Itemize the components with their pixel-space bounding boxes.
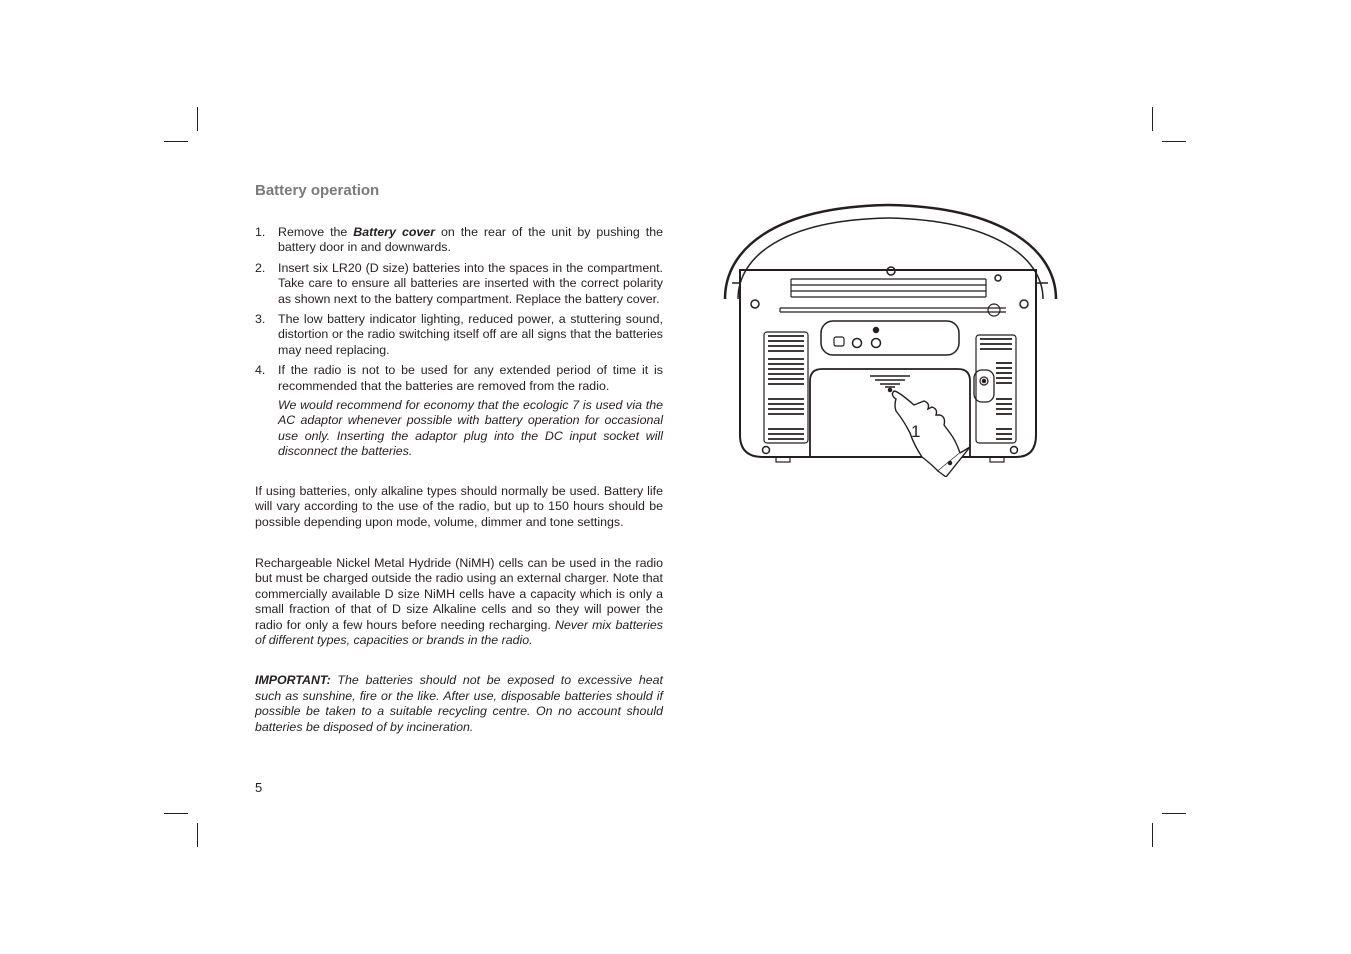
- list-item: [255, 225, 663, 256]
- left-grille: [768, 336, 804, 439]
- crop-mark: [197, 823, 198, 847]
- list-item: [255, 312, 663, 358]
- screw-icon: [1020, 300, 1028, 308]
- crop-mark: [164, 813, 188, 814]
- crop-mark: [197, 107, 198, 131]
- step-number: 2.: [255, 260, 266, 275]
- step-number: 4.: [255, 363, 266, 378]
- audio-socket-icon: [853, 339, 862, 348]
- step-text: If the radio is not to be used for any extended period of time it is recommended that the batteries are removed from the radio.: [278, 363, 663, 393]
- step-text: Insert six LR20 (D size) batteries into the spaces in the compartment. Take care to ensure all batteries are inserted with the correct polarity as shown next to the battery compartment. Replace the battery cover.: [278, 260, 663, 306]
- important-paragraph: IMPORTANT: The batteries should not be exposed to excessive heat such as sunshine, fire or the like. After use, disposable batteries should if possible be taken to a suitable recycling centre. On no account should batteries be disposed of by incineration.: [255, 673, 663, 734]
- crop-mark: [1162, 813, 1186, 814]
- callout-number: 1: [911, 422, 921, 441]
- crop-mark: [164, 141, 188, 142]
- right-grille: [980, 339, 1012, 439]
- main-content: [255, 225, 663, 735]
- list-item: [255, 363, 663, 394]
- radio-rear-illustration: [718, 195, 1063, 477]
- step-number: 1.: [255, 225, 266, 239]
- dc-socket-icon: [872, 339, 881, 348]
- mixing-warning: Never mix batteries of different types, capacities or brands in the radio.: [255, 617, 663, 647]
- instruction-list: [255, 225, 663, 394]
- crop-mark: [1152, 107, 1153, 131]
- economy-note: We would recommend for economy that the ecologic 7 is used via the AC adaptor whenever possible with battery operation for occasional use only. Inserting the adaptor plug into the DC input socket will disconnect the batteries.: [278, 398, 663, 459]
- aerial: [780, 304, 1006, 316]
- step-text: The low battery indicator lighting, reduced power, a stuttering sound, distortion or the radio switching itself off are all signs that the batteries may need replacing.: [278, 312, 663, 357]
- nimh-paragraph: Rechargeable Nickel Metal Hydride (NiMH) cells can be used in the radio but must be charged outside the radio using an external charger. Note that commercially available D size NiMH cells have a capacity which is only a small fraction of that of D size Alkaline cells and so they will power the radio for only a few hours before needing recharging. Never mix batteries of different types, capacities or brands in the radio.: [255, 555, 663, 647]
- crop-mark: [1162, 141, 1186, 142]
- battery-cover-term: Battery cover: [353, 225, 436, 239]
- step-text: Remove the Battery cover on the rear of the unit by pushing the battery door in and downwards.: [278, 225, 664, 255]
- screw-icon: [751, 300, 759, 308]
- page-number: 5: [255, 780, 263, 795]
- screw-icon: [763, 447, 770, 454]
- screw-icon: [1011, 447, 1018, 454]
- important-label: IMPORTANT:: [255, 673, 331, 688]
- top-grille: [791, 279, 986, 297]
- page-title: Battery operation: [255, 182, 380, 199]
- usb-port-icon: [834, 337, 844, 346]
- battery-life-paragraph: If using batteries, only alkaline types should normally be used. Battery life will vary according to the use of the radio, but up to 150 hours should be possible depending upon mode, volume, dimmer and tone settings.: [255, 483, 663, 529]
- list-item: [255, 261, 663, 307]
- cover-latch-icon: [870, 376, 910, 392]
- socket-panel: [821, 321, 959, 355]
- crop-mark: [1152, 823, 1153, 847]
- pointing-hand-icon: [892, 391, 960, 471]
- power-socket: [974, 370, 994, 402]
- step-number: 3.: [255, 312, 266, 327]
